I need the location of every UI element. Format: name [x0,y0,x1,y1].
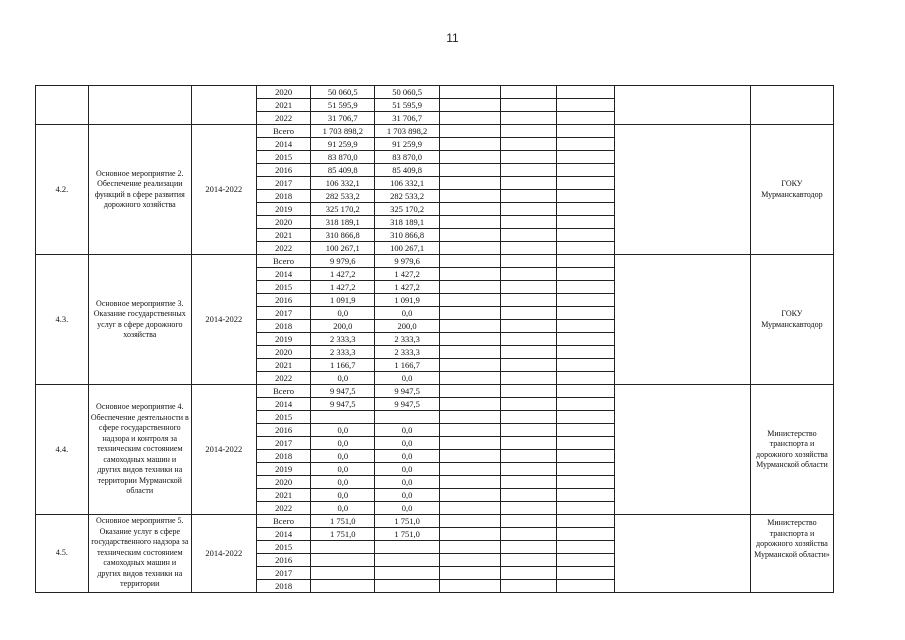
empty-cell [440,333,501,346]
year-cell: 2015 [256,541,311,554]
total-cell: 0,0 [311,502,375,515]
total-cell: 1 427,2 [311,281,375,294]
empty-cell [557,268,615,281]
empty-cell [557,177,615,190]
year-cell: 2017 [256,567,311,580]
empty-cell [557,125,615,138]
total-cell: 9 947,5 [311,385,375,398]
empty-cell [440,463,501,476]
empty-cell [557,151,615,164]
budget-cell: 282 533,2 [375,190,440,203]
year-cell: 2022 [256,372,311,385]
budget-cell: 0,0 [375,463,440,476]
budget-cell: 106 332,1 [375,177,440,190]
total-cell: 31 706,7 [311,112,375,125]
empty-cell [500,190,557,203]
empty-cell [440,190,501,203]
budget-cell [375,411,440,424]
empty-cell [500,567,557,580]
budget-cell: 318 189,1 [375,216,440,229]
empty-cell [500,528,557,541]
year-cell: 2017 [256,307,311,320]
empty-cell [557,229,615,242]
budget-cell: 1 703 898,2 [375,125,440,138]
budget-cell: 1 427,2 [375,281,440,294]
year-cell: 2022 [256,502,311,515]
budget-cell: 1 427,2 [375,268,440,281]
total-cell: 91 259,9 [311,138,375,151]
empty-cell [440,346,501,359]
budget-cell: 50 060,5 [375,86,440,99]
empty-cell [500,372,557,385]
year-cell: 2018 [256,450,311,463]
year-cell: 2017 [256,437,311,450]
empty-cell [500,294,557,307]
empty-cell [500,450,557,463]
total-cell: 0,0 [311,437,375,450]
responsible-cell: ГОКУ Мурманскавтодор [750,255,833,385]
period-cell [191,86,256,125]
table-row [36,86,834,99]
empty-cell [440,125,501,138]
empty-cell [440,515,501,528]
total-cell [311,411,375,424]
table-row [36,255,834,268]
year-cell: 2016 [256,424,311,437]
total-cell: 9 947,5 [311,398,375,411]
empty-cell [500,541,557,554]
table-row [36,515,834,528]
total-cell [311,541,375,554]
empty-cell [557,580,615,593]
empty-cell [500,229,557,242]
table-row [36,125,834,138]
empty-cell [440,307,501,320]
empty-cell [440,242,501,255]
description-cell: Основное мероприятие 5. Оказание услуг в сфере государственного надзора за техническим состоянием самоходных машин и других видов техники на территории [88,515,191,593]
year-cell: 2015 [256,151,311,164]
budget-cell: 310 866,8 [375,229,440,242]
empty-cell [440,255,501,268]
total-cell: 1 751,0 [311,528,375,541]
total-cell: 318 189,1 [311,216,375,229]
year-cell: 2017 [256,177,311,190]
budget-cell: 0,0 [375,450,440,463]
year-cell: 2016 [256,294,311,307]
empty-cell [557,307,615,320]
empty-cell [500,164,557,177]
year-cell: Всего [256,385,311,398]
budget-cell: 1 091,9 [375,294,440,307]
empty-cell [440,450,501,463]
total-cell: 1 751,0 [311,515,375,528]
year-cell: Всего [256,515,311,528]
empty-cell [440,580,501,593]
empty-cell [557,528,615,541]
empty-cell [557,398,615,411]
period-cell: 2014-2022 [191,255,256,385]
budget-cell [375,580,440,593]
empty-cell [440,489,501,502]
empty-cell [557,190,615,203]
empty-cell [557,255,615,268]
empty-cell [557,385,615,398]
budget-cell [375,554,440,567]
budget-cell: 0,0 [375,476,440,489]
empty-cell [440,411,501,424]
total-cell: 310 866,8 [311,229,375,242]
total-cell: 325 170,2 [311,203,375,216]
empty-cell [500,151,557,164]
item-number-cell: 4.5. [36,515,89,593]
year-cell: 2014 [256,268,311,281]
empty-cell [500,320,557,333]
empty-cell [440,216,501,229]
empty-cell [557,86,615,99]
period-cell: 2014-2022 [191,385,256,515]
empty-cell [500,333,557,346]
responsible-cell: Министерство транспорта и дорожного хозяйства Мурманской области [750,385,833,515]
total-cell: 200,0 [311,320,375,333]
empty-cell [440,528,501,541]
empty-cell [500,411,557,424]
empty-cell [557,164,615,177]
empty-cell [500,203,557,216]
empty-cell [500,502,557,515]
item-number-cell [36,86,89,125]
total-cell: 282 533,2 [311,190,375,203]
year-cell: 2021 [256,99,311,112]
total-cell: 2 333,3 [311,346,375,359]
empty-cell [500,359,557,372]
budget-cell: 91 259,9 [375,138,440,151]
empty-cell [440,372,501,385]
empty-cell [500,255,557,268]
budget-cell: 9 947,5 [375,385,440,398]
year-cell: 2014 [256,138,311,151]
budget-cell: 31 706,7 [375,112,440,125]
total-cell: 0,0 [311,489,375,502]
budget-cell [375,567,440,580]
budget-cell: 51 595,9 [375,99,440,112]
year-cell: 2019 [256,463,311,476]
year-cell: 2016 [256,164,311,177]
empty-cell [440,203,501,216]
empty-cell [500,515,557,528]
empty-cell [440,112,501,125]
budget-cell: 100 267,1 [375,242,440,255]
description-cell [88,86,191,125]
empty-cell [500,463,557,476]
empty-cell [500,476,557,489]
year-cell: 2015 [256,411,311,424]
budget-cell: 325 170,2 [375,203,440,216]
empty-cell [500,125,557,138]
total-cell: 51 595,9 [311,99,375,112]
empty-cell [500,437,557,450]
budget-cell [375,541,440,554]
total-cell [311,554,375,567]
empty-cell [500,307,557,320]
budget-cell: 0,0 [375,307,440,320]
empty-cell [500,554,557,567]
empty-cell [440,554,501,567]
empty-cell [557,437,615,450]
year-cell: Всего [256,255,311,268]
empty-cell [500,138,557,151]
empty-cell [557,333,615,346]
year-cell: 2018 [256,320,311,333]
empty-cell [500,112,557,125]
total-cell [311,580,375,593]
page-number: 11 [446,31,459,45]
year-cell: 2020 [256,346,311,359]
empty-cell [557,476,615,489]
empty-cell [557,502,615,515]
note-cell [615,86,751,125]
empty-cell [440,437,501,450]
year-cell: 2016 [256,554,311,567]
empty-cell [500,489,557,502]
empty-cell [440,138,501,151]
description-cell: Основное мероприятие 3. Оказание государственных услуг в сфере дорожного хозяйства [88,255,191,385]
total-cell: 50 060,5 [311,86,375,99]
total-cell: 2 333,3 [311,333,375,346]
total-cell: 85 409,8 [311,164,375,177]
responsible-cell: ГОКУ Мурманскавтодор [750,125,833,255]
empty-cell [440,294,501,307]
empty-cell [500,216,557,229]
empty-cell [557,463,615,476]
budget-cell: 0,0 [375,424,440,437]
total-cell [311,567,375,580]
budget-cell: 0,0 [375,372,440,385]
empty-cell [440,229,501,242]
empty-cell [500,177,557,190]
year-cell: 2014 [256,398,311,411]
year-cell: 2021 [256,359,311,372]
empty-cell [500,86,557,99]
empty-cell [440,385,501,398]
empty-cell [557,294,615,307]
empty-cell [440,99,501,112]
total-cell: 0,0 [311,450,375,463]
budget-cell: 83 870,0 [375,151,440,164]
note-cell [615,125,751,255]
total-cell: 1 427,2 [311,268,375,281]
empty-cell [557,203,615,216]
year-cell: 2021 [256,489,311,502]
empty-cell [500,398,557,411]
empty-cell [557,567,615,580]
total-cell: 83 870,0 [311,151,375,164]
item-number-cell: 4.2. [36,125,89,255]
empty-cell [557,554,615,567]
empty-cell [440,359,501,372]
empty-cell [440,424,501,437]
budget-cell: 2 333,3 [375,346,440,359]
year-cell: 2022 [256,112,311,125]
empty-cell [557,320,615,333]
year-cell: 2020 [256,86,311,99]
year-cell: 2014 [256,528,311,541]
item-number-cell: 4.4. [36,385,89,515]
period-cell: 2014-2022 [191,125,256,255]
total-cell: 0,0 [311,307,375,320]
empty-cell [440,476,501,489]
empty-cell [440,398,501,411]
year-cell: 2019 [256,203,311,216]
budget-cell: 0,0 [375,489,440,502]
note-cell [615,385,751,515]
total-cell: 0,0 [311,424,375,437]
total-cell: 100 267,1 [311,242,375,255]
period-cell: 2014-2022 [191,515,256,593]
empty-cell [557,346,615,359]
empty-cell [557,411,615,424]
budget-cell: 2 333,3 [375,333,440,346]
empty-cell [557,138,615,151]
year-cell: Всего [256,125,311,138]
year-cell: 2020 [256,216,311,229]
empty-cell [557,372,615,385]
year-cell: 2020 [256,476,311,489]
empty-cell [500,580,557,593]
budget-cell: 9 979,6 [375,255,440,268]
empty-cell [557,112,615,125]
total-cell: 1 703 898,2 [311,125,375,138]
empty-cell [557,281,615,294]
total-cell: 1 166,7 [311,359,375,372]
budget-cell: 0,0 [375,437,440,450]
responsible-cell [750,86,833,125]
empty-cell [557,216,615,229]
description-cell: Основное мероприятие 2. Обеспечение реализации функций в сфере развития дорожного хозяйства [88,125,191,255]
budget-cell: 9 947,5 [375,398,440,411]
empty-cell [440,177,501,190]
empty-cell [500,268,557,281]
empty-cell [557,242,615,255]
empty-cell [557,541,615,554]
empty-cell [557,489,615,502]
note-cell [615,515,751,593]
total-cell: 0,0 [311,372,375,385]
budget-cell: 0,0 [375,502,440,515]
year-cell: 2015 [256,281,311,294]
year-cell: 2021 [256,229,311,242]
note-cell [615,255,751,385]
empty-cell [440,86,501,99]
item-number-cell: 4.3. [36,255,89,385]
empty-cell [557,99,615,112]
budget-cell: 1 166,7 [375,359,440,372]
empty-cell [440,164,501,177]
table-row [36,385,834,398]
empty-cell [557,359,615,372]
year-cell: 2018 [256,580,311,593]
empty-cell [557,515,615,528]
empty-cell [500,346,557,359]
total-cell: 106 332,1 [311,177,375,190]
empty-cell [500,424,557,437]
empty-cell [440,567,501,580]
total-cell: 0,0 [311,463,375,476]
empty-cell [440,151,501,164]
empty-cell [500,242,557,255]
total-cell: 0,0 [311,476,375,489]
empty-cell [557,450,615,463]
empty-cell [440,268,501,281]
empty-cell [440,541,501,554]
budget-cell: 200,0 [375,320,440,333]
empty-cell [500,99,557,112]
year-cell: 2022 [256,242,311,255]
year-cell: 2019 [256,333,311,346]
total-cell: 9 979,6 [311,255,375,268]
budget-cell: 1 751,0 [375,528,440,541]
responsible-cell: Министерство транспорта и дорожного хозяйства Мурманской области» [750,515,833,593]
total-cell: 1 091,9 [311,294,375,307]
empty-cell [557,424,615,437]
empty-cell [440,502,501,515]
empty-cell [440,281,501,294]
description-cell: Основное мероприятие 4. Обеспечение деятельности в сфере государственного надзора и контроля за техническим состоянием самоходных машин и других видов техники на территории Мурманской области [88,385,191,515]
empty-cell [500,385,557,398]
funding-table [35,85,834,593]
budget-cell: 1 751,0 [375,515,440,528]
year-cell: 2018 [256,190,311,203]
budget-cell: 85 409,8 [375,164,440,177]
empty-cell [440,320,501,333]
empty-cell [500,281,557,294]
